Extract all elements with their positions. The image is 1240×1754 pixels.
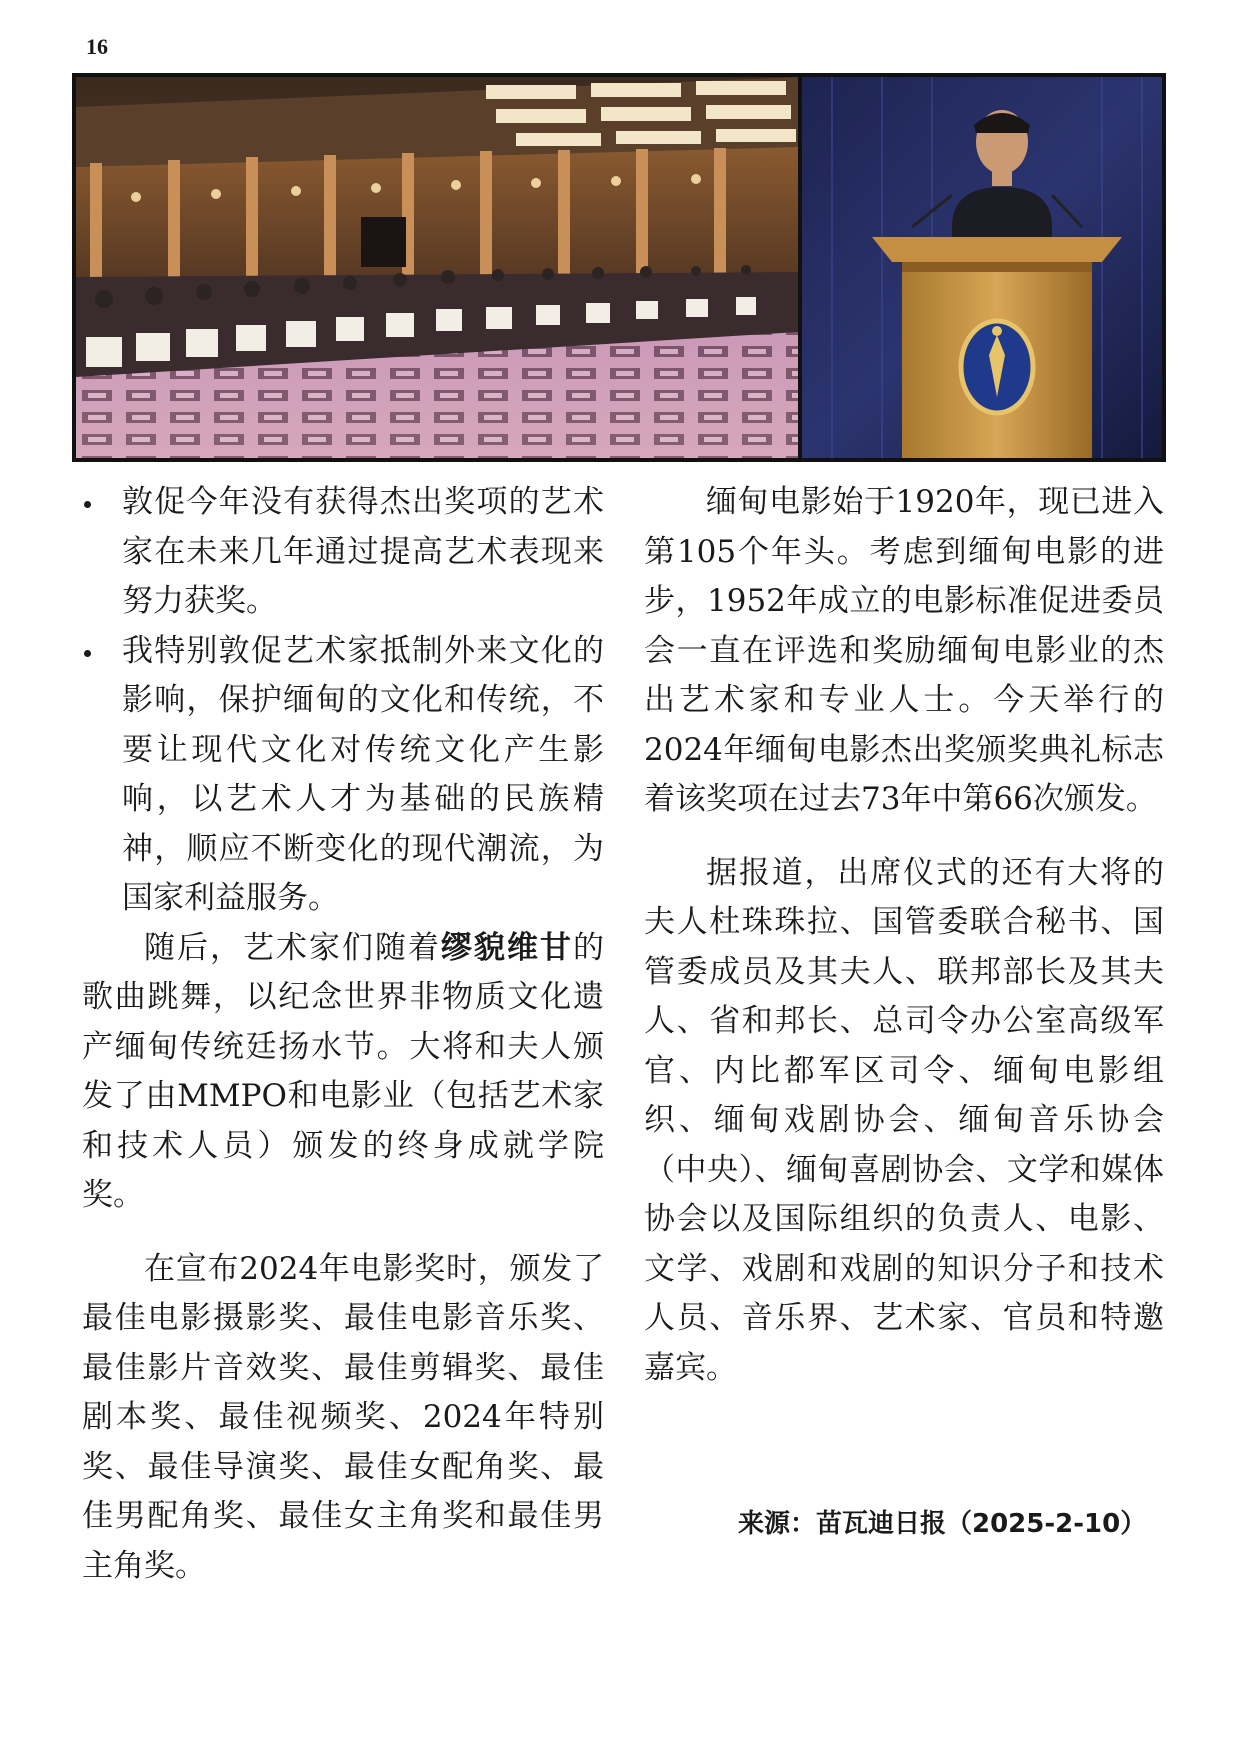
- paragraph-history: 缅甸电影始于1920年，现已进入第105个年头。考虑到缅甸电影的进步，1952年成立的电影标准促进委员会一直在评选和奖励缅甸电影业的杰出艺术家和专业人士。今天举行的2024年缅甸电影杰出奖颁奖典礼标志着该奖项在过去73年中第66次颁发。: [644, 484, 1164, 817]
- paragraph-dance: [82, 924, 604, 1221]
- paragraph-attendees: 据报道，出席仪式的还有大将的夫人杜珠珠拉、国管委联合秘书、国管委成员及其夫人、联邦部长及其夫人、省和邦长、总司令办公室高级军官、内比都军区司令、缅甸电影组织、缅甸戏剧协会、缅甸音乐协会（中央）、缅甸喜剧协会、文学和媒体协会以及国际组织的负责人、电影、文学、戏剧和戏剧的知识分子和技术人员、音乐界、艺术家、官员和特邀嘉宾。: [644, 854, 1164, 1386]
- bullet-icon: [84, 650, 91, 657]
- bullet-item: [82, 478, 604, 627]
- paragraph-text: 的歌曲跳舞，以纪念世界非物质文化遗产缅甸传统廷扬水节。大将和夫人颁发了由MMPO和电影业（包括艺术家和技术人员）颁发的终身成就学院奖。: [82, 929, 604, 1213]
- speaker-podium-photo: [802, 77, 1162, 458]
- source-credit: 来源：苗瓦迪日报（2025-2-10）: [738, 1509, 1147, 1539]
- bullet-list: [82, 478, 604, 924]
- paragraph-awards: 在宣布2024年电影奖时，颁发了最佳电影摄影奖、最佳电影音乐奖、最佳影片音效奖、最佳剪辑奖、最佳剧本奖、最佳视频奖、2024年特别奖、最佳导演奖、最佳女配角奖、最佳男配角奖、最佳女主角奖和最佳男主角奖。: [82, 1250, 604, 1584]
- left-column: [82, 478, 604, 1591]
- artist-name: 缪貌维甘: [441, 929, 573, 966]
- ceremony-hall-photo: [76, 77, 798, 458]
- right-column: [644, 478, 1164, 1393]
- bullet-icon: [84, 501, 91, 508]
- bullet-text: 我特别敦促艺术家抵制外来文化的影响，保护缅甸的文化和传统，不要让现代文化对传统文化产生影响，以艺术人才为基础的民族精神，顺应不断变化的现代潮流，为国家利益服务。: [122, 632, 604, 916]
- bullet-item: [82, 627, 604, 924]
- bullet-text: 敦促今年没有获得杰出奖项的艺术家在未来几年通过提高艺术表现来努力获奖。: [122, 484, 604, 619]
- paragraph-text: 随后，艺术家们随着: [144, 929, 441, 966]
- photo-strip: [72, 73, 1166, 462]
- page-number: 16: [86, 34, 108, 59]
